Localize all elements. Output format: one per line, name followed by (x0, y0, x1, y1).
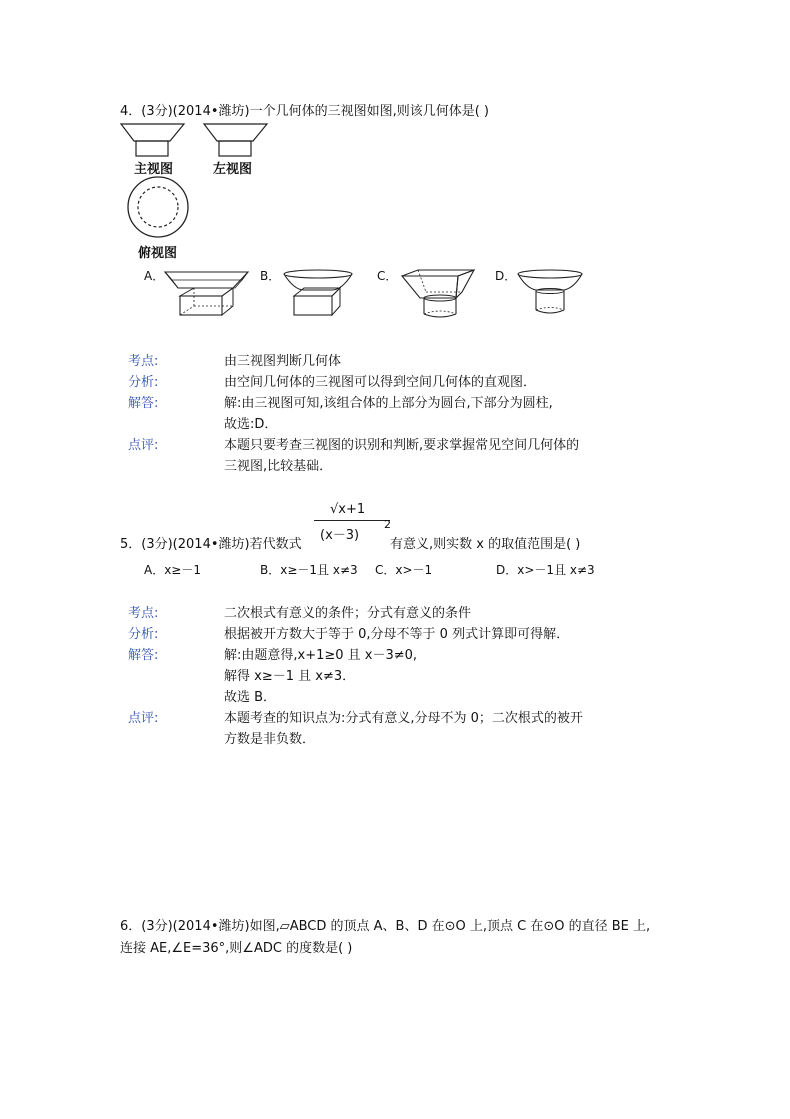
q6-stem-line2: 连接 AE,∠E=36°,则∠ADC 的度数是( ) (120, 941, 353, 956)
left-view-figure (203, 123, 273, 159)
q5-option-d: D．x>－1且 x≠3 (496, 563, 595, 577)
q4-kaodian: 由三视图判断几何体 (224, 354, 342, 369)
q5-fraction-bar (314, 520, 390, 521)
q4-jieda-line1: 解:由三视图可知,该组合体的上部分为圆台,下部分为圆柱, (224, 396, 553, 411)
option-c-figure (398, 266, 482, 322)
top-view-figure (120, 175, 200, 239)
q5-fraction (314, 500, 390, 548)
q4-kaodian-label: 考点: (128, 354, 159, 369)
q4-dianping-label: 点评: (128, 438, 159, 453)
q4-jieda-line2: 故选:D． (224, 417, 278, 432)
q5-jieda-line1: 解:由题意得,x+1≥0 且 x－3≠0, (224, 648, 418, 663)
q4-dianping-line2: 三视图,比较基础． (224, 459, 333, 474)
q5-fraction-numerator: √x+1 (330, 502, 366, 517)
option-c-label: C． (377, 269, 398, 283)
q5-kaodian: 二次根式有意义的条件；分式有意义的条件 (224, 606, 472, 621)
option-a-label: A． (144, 269, 165, 283)
q5-stem-pre: 5．(3分)(2014•潍坊)若代数式 (120, 537, 302, 552)
q5-stem-post: 有意义,则实数 x 的取值范围是( ) (390, 537, 581, 552)
q4-stem: 4．(3分)(2014•潍坊)一个几何体的三视图如图,则该几何体是( ) (120, 104, 489, 119)
left-view-label: 左视图 (213, 162, 253, 177)
q5-option-c: C．x>－1 (375, 563, 433, 577)
q5-dianping-label: 点评: (128, 711, 159, 726)
q5-fenxi-label: 分析: (128, 627, 159, 642)
q5-fraction-denominator: (x－3) (320, 528, 360, 543)
q5-option-b: B．x≥－1且 x≠3 (260, 563, 358, 577)
q4-fenxi-label: 分析: (128, 375, 159, 390)
option-a-figure (160, 268, 252, 320)
q5-jieda-line2: 解得 x≥－1 且 x≠3． (224, 669, 356, 684)
q5-jieda-label: 解答: (128, 648, 159, 663)
q4-dianping-line1: 本题只要考查三视图的识别和判断,要求掌握常见空间几何体的 (224, 438, 580, 453)
option-d-label: D． (495, 269, 517, 283)
front-view-label: 主视图 (134, 162, 174, 177)
q5-fenxi: 根据被开方数大于等于 0,分母不等于 0 列式计算即可得解． (224, 627, 570, 642)
q6-stem-line1: 6．(3分)(2014•潍坊)如图,▱ABCD 的顶点 A、B、D 在⊙O 上,顶点 C 在⊙O 的直径 BE 上, (120, 919, 651, 934)
option-b-figure (280, 268, 360, 320)
front-view-figure (120, 123, 190, 159)
q5-jieda-line3: 故选 B． (224, 690, 277, 705)
q5-dianping-line2: 方数是非负数． (224, 732, 316, 747)
q4-fenxi: 由空间几何体的三视图可以得到空间几何体的直观图． (224, 375, 537, 390)
top-view-label: 俯视图 (138, 246, 178, 261)
option-b-label: B． (260, 269, 281, 283)
q5-kaodian-label: 考点: (128, 606, 159, 621)
q4-jieda-label: 解答: (128, 396, 159, 411)
q5-option-a: A．x≥－1 (144, 563, 202, 577)
q5-fraction-exponent: 2 (384, 518, 391, 531)
option-d-figure (516, 268, 588, 320)
q5-dianping-line1: 本题考查的知识点为:分式有意义,分母不为 0；二次根式的被开 (224, 711, 583, 726)
